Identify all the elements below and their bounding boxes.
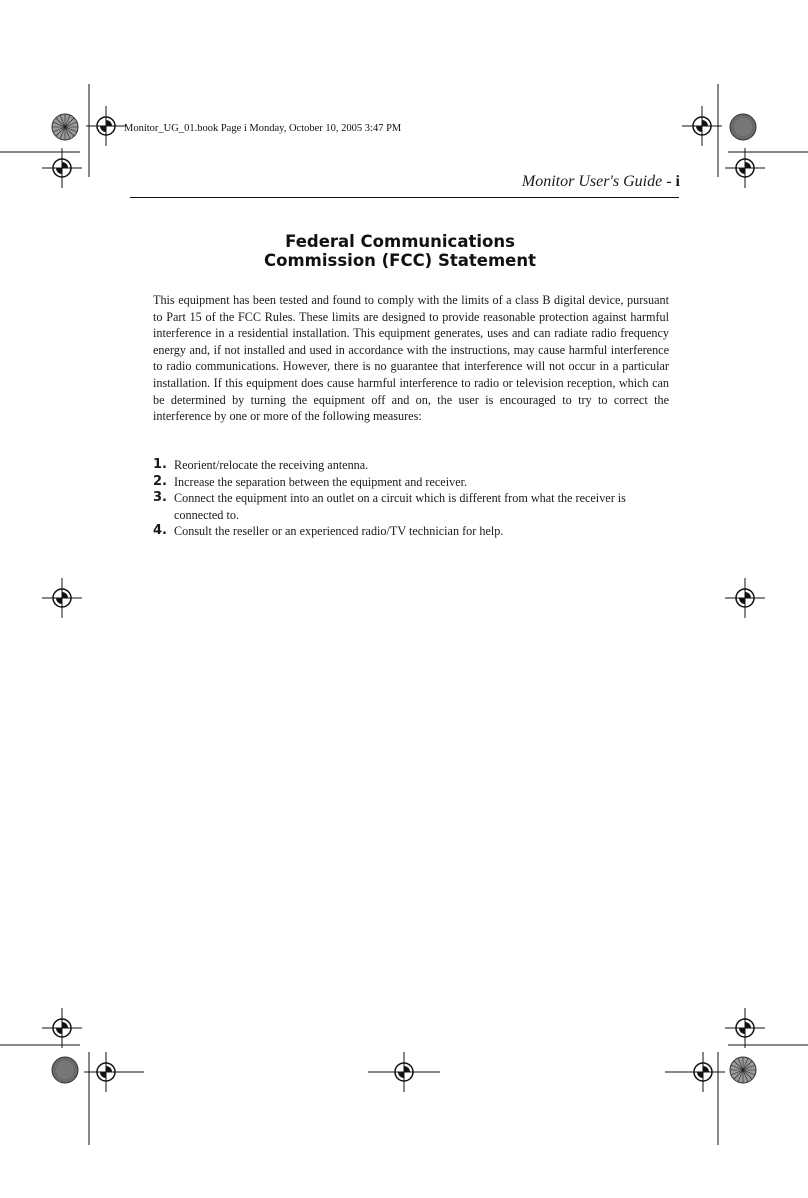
page-title (130, 232, 670, 270)
page-number: i (675, 173, 680, 190)
density-target-top-right (729, 113, 757, 141)
printer-slug-line: Monitor_UG_01.book Page i Monday, October 10, 2005 3:47 PM (124, 123, 402, 134)
list-item (153, 523, 669, 540)
registration-mark-left-lower (42, 1008, 82, 1048)
registration-mark-left-upper (42, 148, 82, 188)
list-item (153, 457, 669, 474)
registration-mark-top-right (682, 106, 722, 146)
star-target-top-left (51, 113, 79, 141)
running-head (522, 173, 680, 191)
fcc-statement-paragraph: This equipment has been tested and found to comply with the limits of a class B digital device, pursuant to Part 15 of the FCC Rules. These limits are designed to provide reasonable protection against harmful interference in a residential installation. This equipment generates, uses and can radiate radio frequency energy and, if not installed and used in accordance with the instructions, may cause harmful interference to radio communications. However, there is no guarantee that interference will not occur in a particular installation. If this equipment does cause harmful interference to radio or television reception, which can be determined by turning the equipment off and on, the user is encouraged to try to correct the interference by one or more of the following measures: (153, 293, 669, 424)
registration-mark-bottom-center (368, 1052, 440, 1092)
density-target-bottom-left (51, 1056, 79, 1084)
list-item-number: 1. (153, 457, 167, 472)
measures-list (153, 457, 669, 540)
star-target-bottom-right (729, 1056, 757, 1084)
registration-mark-right-lower (725, 1008, 765, 1048)
registration-mark-top-left (86, 106, 126, 146)
list-item (153, 490, 669, 523)
registration-mark-right-upper (725, 148, 765, 188)
list-item-text: Reorient/relocate the receiving antenna. (174, 458, 369, 472)
list-item-text: Increase the separation between the equipment and receiver. (174, 474, 468, 489)
running-head-title: Monitor User's Guide - (521, 173, 676, 190)
list-item-text: Connect the equipment into an outlet on a circuit which is different from what the receiver is connected to. (174, 491, 626, 522)
registration-mark-right-middle (725, 578, 765, 618)
registration-mark-bottom-left (84, 1052, 144, 1092)
list-item-number: 2. (153, 473, 167, 489)
registration-mark-bottom-right (665, 1052, 725, 1092)
page-title-line-1: Federal Communications (285, 232, 515, 251)
list-item (153, 474, 669, 491)
header-rule (130, 197, 679, 198)
list-item-number: 4. (153, 523, 167, 539)
page-title-line-2: Commission (FCC) Statement (264, 251, 536, 270)
list-item-number: 3. (153, 490, 167, 506)
list-item-text: Consult the reseller or an experienced radio/TV technician for help. (174, 524, 504, 539)
registration-mark-left-middle (42, 578, 82, 618)
